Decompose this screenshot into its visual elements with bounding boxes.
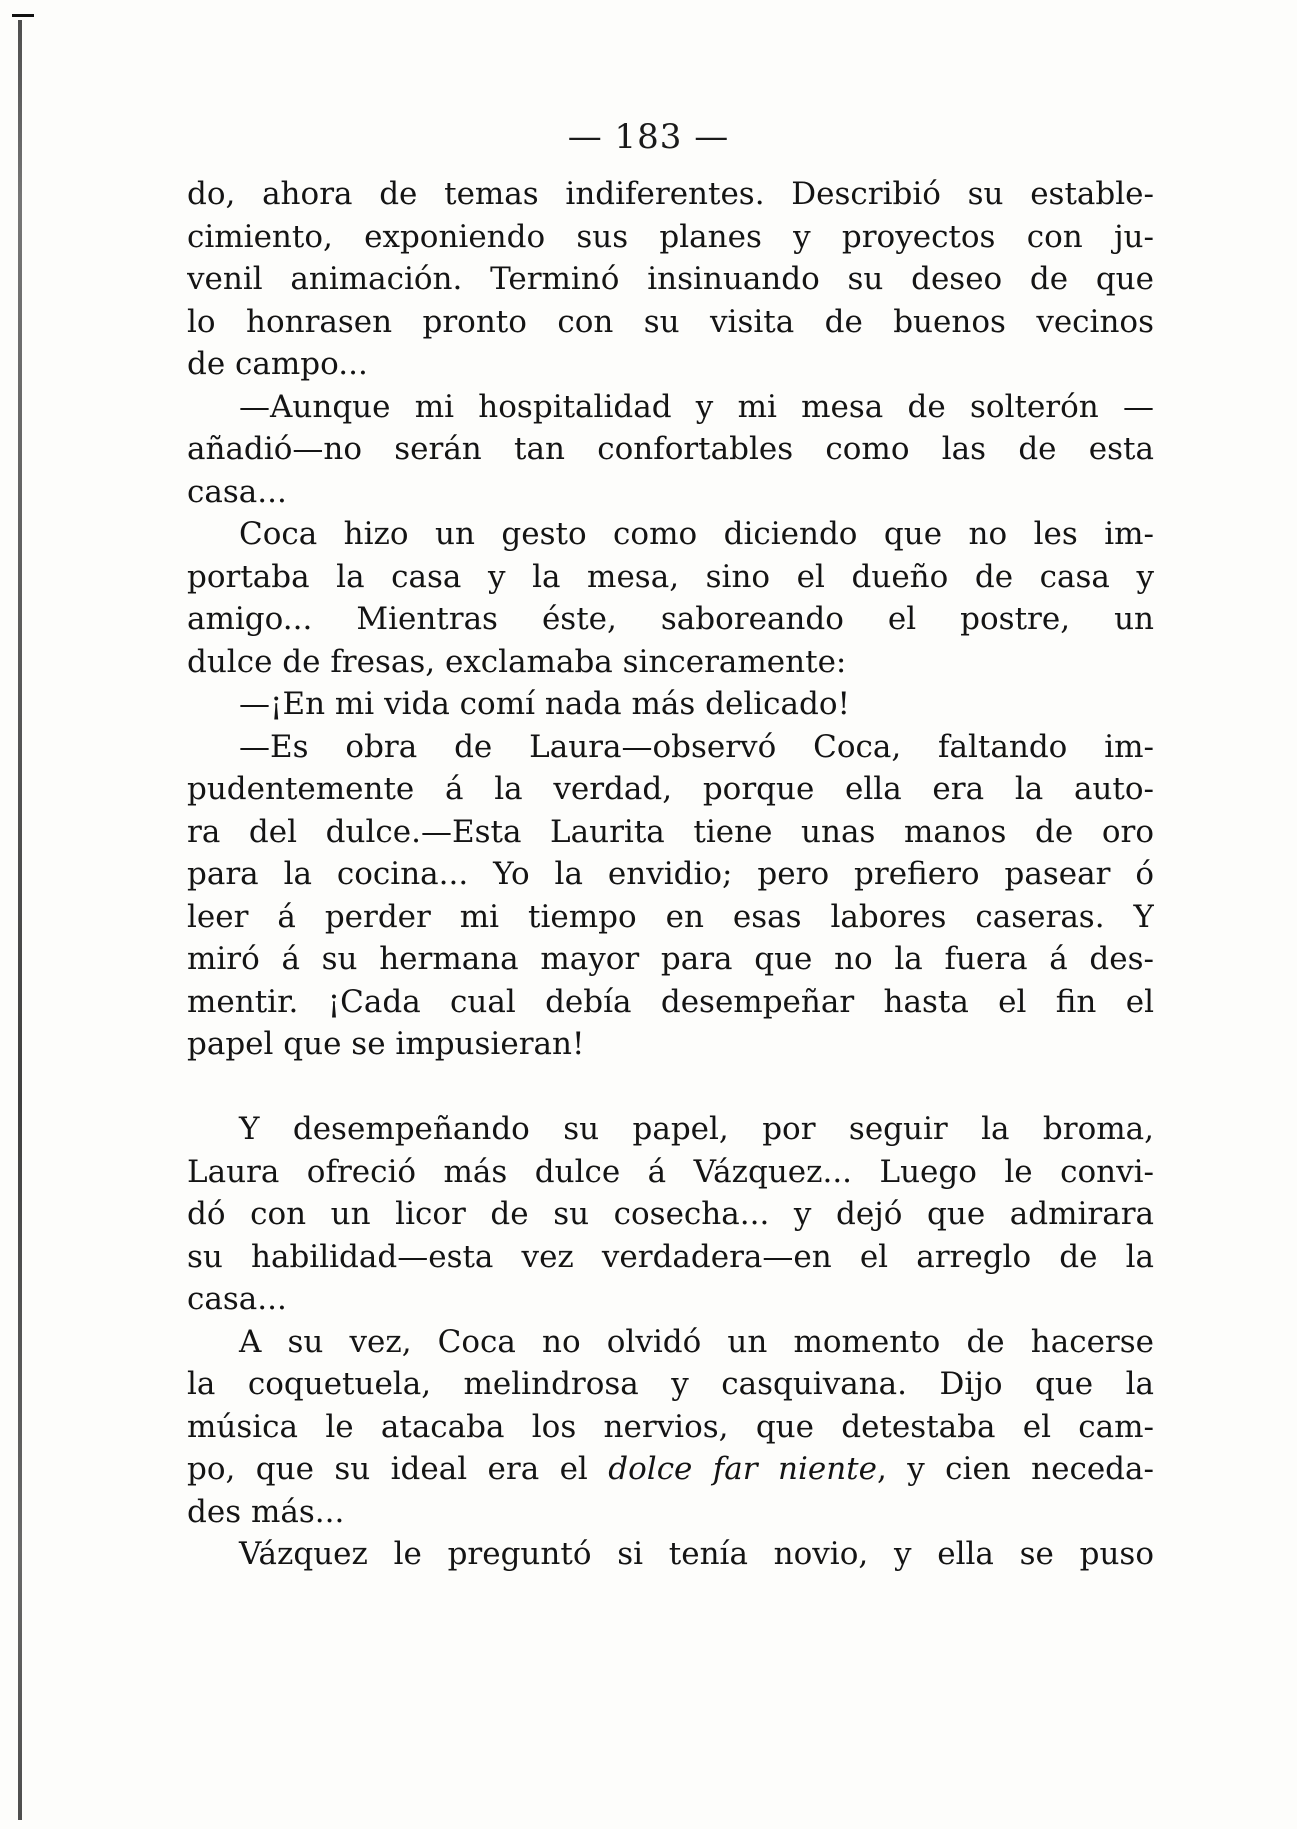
text-line: cimiento, exponiendo sus planes y proyectos con ju- xyxy=(187,218,1154,255)
text-line: dulce de fresas, exclamaba sinceramente: xyxy=(187,643,847,680)
text-line: para la cocina... Yo la envidio; pero prefiero pasear ó xyxy=(187,856,1154,892)
paragraph-group-2 xyxy=(187,1108,1154,1448)
text-line: Coca hizo un gesto como diciendo que no les im- xyxy=(239,516,1154,552)
text-line: do, ahora de temas indiferentes. Describió su estable- xyxy=(187,176,1154,212)
paragraph-group-3 xyxy=(187,1491,1154,1576)
text-line: ra del dulce.—Esta Laurita tiene unas manos de oro xyxy=(187,813,1154,850)
text-line: mentir. ¡Cada cual debía desempeñar hasta el fin el xyxy=(187,983,1154,1020)
text-line: casa... xyxy=(187,1281,287,1317)
text-line: lo honrasen pronto con su visita de buenos vecinos xyxy=(187,303,1154,340)
text-line: —Es obra de Laura—observó Coca, faltando im- xyxy=(239,728,1154,765)
text-line: de campo... xyxy=(187,346,368,382)
text-line: añadió—no serán tan confortables como las de esta xyxy=(187,431,1154,467)
text-line: pudentemente á la verdad, porque ella era la auto- xyxy=(187,771,1154,807)
text-line: —Aunque mi hospitalidad y mi mesa de solterón — xyxy=(239,388,1154,425)
text-line: casa... xyxy=(187,473,287,510)
italic-phrase: dolce far niente xyxy=(608,1451,877,1487)
page-number: — 183 — xyxy=(567,117,730,157)
text-line: —¡En mi vida comí nada más delicado! xyxy=(239,686,850,722)
text-line: portaba la casa y la mesa, sino el dueño de casa y xyxy=(187,558,1154,595)
text-line: leer á perder mi tiempo en esas labores caseras. Y xyxy=(187,898,1154,935)
text-line: Laura ofreció más dulce á Vázquez... Luego le convi- xyxy=(187,1153,1154,1190)
body-text xyxy=(187,173,1154,1576)
text-line: dó con un licor de su cosecha... y dejó que admirara xyxy=(187,1196,1154,1232)
text-before-italic: po, que su ideal era el xyxy=(187,1451,609,1487)
text-line: papel que se impusieran! xyxy=(187,1026,585,1062)
text-line-italic xyxy=(187,1448,1154,1491)
text-line: su habilidad—esta vez verdadera—en el arreglo de la xyxy=(187,1238,1154,1275)
text-line: des más... xyxy=(187,1493,345,1530)
text-line: música le atacaba los nervios, que detestaba el cam- xyxy=(187,1408,1154,1445)
binding-mark xyxy=(12,14,34,17)
text-line: la coquetuela, melindrosa y casquivana. Dijo que la xyxy=(187,1366,1154,1402)
text-line: venil animación. Terminó insinuando su deseo de que xyxy=(187,261,1154,297)
text-line: amigo... Mientras éste, saboreando el postre, un xyxy=(187,601,1154,637)
paragraph-group-1 xyxy=(187,173,1154,1066)
text-line: Vázquez le preguntó si tenía novio, y ella se puso xyxy=(239,1536,1154,1572)
section-gap xyxy=(187,1066,1154,1109)
text-line: miró á su hermana mayor para que no la fuera á des- xyxy=(187,941,1154,977)
text-line: A su vez, Coca no olvidó un momento de hacerse xyxy=(239,1323,1154,1360)
binding-edge xyxy=(18,20,22,1820)
text-after-italic: , y cien neceda- xyxy=(876,1451,1154,1487)
text-line: Y desempeñando su papel, por seguir la broma, xyxy=(239,1111,1154,1147)
